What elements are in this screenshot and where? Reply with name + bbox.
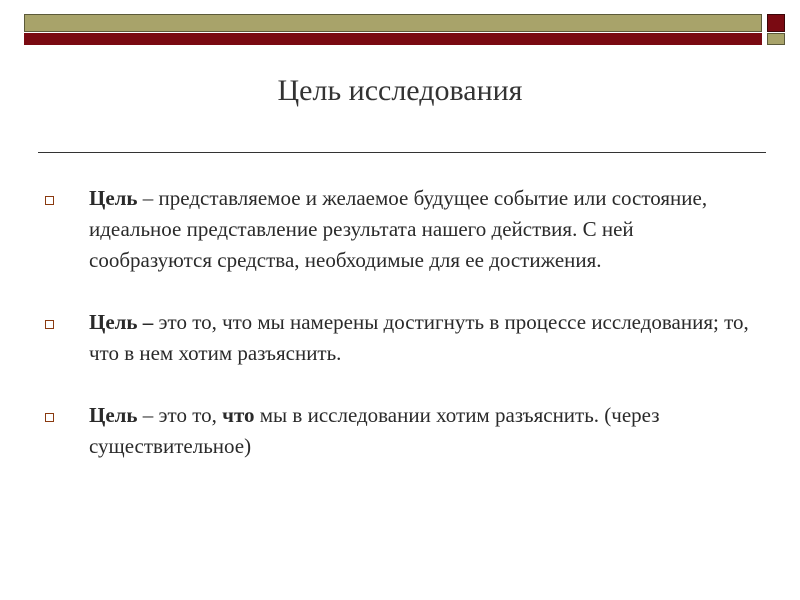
item-text-after: мы в исследовании хотим разъяснить. (через существительное) [89,403,660,458]
square-bullet-icon [45,320,54,329]
header-olive-bar [24,14,762,32]
bullet-list [40,183,760,493]
header-red-square [767,14,785,32]
item-text: это то, что мы намерены достигнуть в процессе исследования; то, что в нем хотим разъяснить. [89,310,749,365]
square-bullet-icon [45,413,54,422]
item-text: – представляемое и желаемое будущее событие или состояние, идеальное представление результата нашего действия. С ней сообразуются средства, необходимые для ее достижения. [89,186,708,272]
header-red-bar [24,33,762,45]
list-item [40,183,760,276]
list-item [40,307,760,369]
list-item [40,400,760,462]
square-bullet-icon [45,196,54,205]
item-emphasis: что [222,403,255,427]
header-olive-square [767,33,785,45]
item-term: Цель – [89,310,154,334]
item-term: Цель [89,186,138,210]
slide-title: Цель исследования [277,74,523,107]
item-term: Цель [89,403,138,427]
item-text-before: – это то, [137,403,223,427]
title-divider [38,152,766,153]
